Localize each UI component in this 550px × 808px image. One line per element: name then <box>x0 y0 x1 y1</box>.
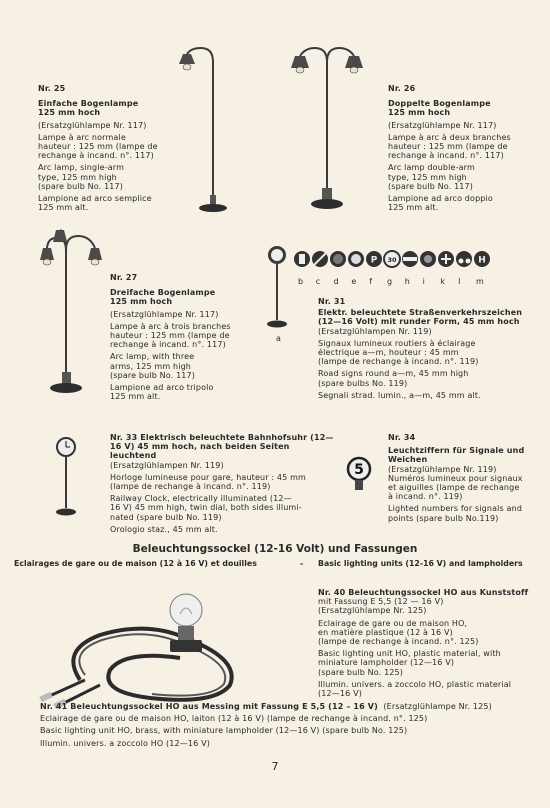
lighted-number-digit: 5 <box>354 462 364 478</box>
item-nr27-en-1: Arc lamp, with three <box>110 352 195 362</box>
item-nr26-height: 125 mm hoch <box>388 108 451 118</box>
lighted-number-illustration <box>346 456 374 496</box>
item-nr41-bulb: (Ersatzglühlampe Nr. 125) <box>383 702 492 711</box>
sign-letter: c <box>315 277 321 286</box>
sign-letter: i <box>422 277 425 286</box>
section-subheading-dash: - <box>300 559 304 568</box>
road-sign-label-a: a <box>276 334 282 343</box>
item-nr26-it-2: 125 mm alt. <box>388 203 439 213</box>
item-nr33 <box>110 433 335 534</box>
item-nr26-en-3: (spare bulb No. 117) <box>388 181 474 191</box>
triple-arc-lamp-illustration <box>38 226 113 398</box>
item-nr26-en-2: type, 125 mm high <box>388 172 467 182</box>
item-nr33-it-1: Orologio staz., 45 mm alt. <box>110 524 218 534</box>
sign-letter: m <box>475 277 484 286</box>
item-nr26-en-1: Arc lamp double-arm <box>388 163 475 173</box>
item-nr31-fr-2: électrique a—m, houteur : 45 mm <box>318 348 459 358</box>
sign-letter: d <box>333 277 339 286</box>
item-nr26-fr-2: hauteur : 125 mm (lampe de <box>388 142 508 152</box>
double-arc-lamp-illustration <box>285 40 375 212</box>
item-nr40-socket: mit Fassung E 5,5 (12 — 16 V) <box>318 597 444 607</box>
station-clock-illustration <box>55 436 85 520</box>
item-nr25-fr-3: rechange à incand. n°. 117) <box>38 151 154 161</box>
item-nr31 <box>318 297 538 400</box>
road-signs-row <box>293 248 493 272</box>
item-nr33-en-1: Railway Clock, electrically illuminated (12— <box>110 494 292 504</box>
item-nr25-number: Nr. 25 <box>38 84 66 93</box>
sign-d-icon <box>330 251 346 267</box>
sign-m-icon <box>474 251 490 267</box>
item-nr40-bulb: (Ersatzglühlampe Nr. 125) <box>318 606 427 616</box>
item-nr27-en-2: arms, 125 mm high <box>110 361 192 371</box>
item-nr27-bulb: (Ersatzglühlampe Nr. 117) <box>110 309 219 319</box>
item-nr41-fr: Eclairage de gare ou de maison HO, laiton (12 à 16 V) (lampe de rechange à incand. n°. 125) <box>40 714 428 724</box>
sign-i-icon <box>420 251 436 267</box>
item-nr31-bulb: (Ersatzglühlampen Nr. 119) <box>318 326 432 336</box>
item-nr40-en-3: (spare bulb No. 125) <box>318 667 404 677</box>
item-nr40-fr-3: (lampe de rechange à incand. n°. 125) <box>318 637 479 647</box>
item-nr25-it-2: 125 mm alt. <box>38 203 89 213</box>
item-nr26-fr-3: rechange à incand. n°. 117) <box>388 151 504 161</box>
item-nr34-en-2: points (spare bulb No.119) <box>388 513 499 523</box>
item-nr25-height: 125 mm hoch <box>38 108 101 118</box>
sign-c-icon <box>312 251 328 267</box>
item-nr25-fr-1: Lampe à arc normale <box>38 132 126 142</box>
sign-b-icon <box>294 251 310 267</box>
item-nr40-en-1: Basic lighting unit HO, plastic material, with <box>318 649 501 659</box>
item-nr34-title-2: Weichen <box>388 455 428 465</box>
item-nr33-en-2: 16 V) 45 mm high, twin dial, both sides illumi- <box>110 503 302 513</box>
sign-letter: b <box>298 277 304 286</box>
item-nr27 <box>110 273 260 401</box>
section-subheading-en: Basic lighting units (12-16 V) and lampholders <box>318 559 523 568</box>
item-nr25-en-2: type, 125 mm high <box>38 172 117 182</box>
sign-letter: g <box>386 277 393 286</box>
item-nr41-it: Illumin. univers. a zoccolo HO (12—16 V) <box>40 738 210 748</box>
sign-l-icon <box>456 251 472 267</box>
sign-f-icon <box>366 251 382 267</box>
page-number: 7 <box>271 760 279 773</box>
item-nr34-fr-2: et aiguilles (lampe de rechange <box>388 483 520 493</box>
item-nr25-en-1: Arc lamp, single-arm <box>38 163 125 173</box>
item-nr27-fr-2: hauteur : 125 mm (lampe de <box>110 331 230 341</box>
item-nr27-en-3: (spare bulb No. 117) <box>110 370 196 380</box>
sign-e-icon <box>348 251 364 267</box>
item-nr26-title: Doppelte Bogenlampe <box>388 99 491 109</box>
item-nr27-height: 125 mm hoch <box>110 297 173 307</box>
item-nr31-en-2: (spare bulbs No. 119) <box>318 378 408 388</box>
item-nr26-number: Nr. 26 <box>388 84 416 93</box>
item-nr31-it-1: Segnali strad. lumin., a—m, 45 mm alt. <box>318 390 481 400</box>
item-nr33-title-2: 16 V) 45 mm hoch, nach beiden Seiten leuchtend <box>110 442 290 461</box>
item-nr34-fr-3: à incand. n°. 119) <box>388 492 463 502</box>
svg-text:30: 30 <box>387 256 397 264</box>
item-nr34-title-1: Leuchtziffern für Signale und <box>388 446 525 456</box>
item-nr33-title-1: Nr. 33 Elektrisch beleuchtete Bahnhofsuhr (12— <box>110 433 334 442</box>
item-nr31-title-1: Elektr. beleuchtete Straßenverkehrszeichen <box>318 308 523 318</box>
item-nr25-it-1: Lampione ad arco semplice <box>38 194 152 204</box>
svg-text:P: P <box>370 255 378 266</box>
sign-h-icon <box>402 251 418 267</box>
item-nr40-en-2: miniature lampholder (12—16 V) <box>318 658 455 668</box>
item-nr31-fr-1: Signaux lumineux routiers à éclairage <box>318 338 476 348</box>
item-nr27-title: Dreifache Bogenlampe <box>110 288 216 298</box>
item-nr25-fr-2: hauteur : 125 mm (lampe de <box>38 142 158 152</box>
item-nr31-en-1: Road signs round a—m, 45 mm high <box>318 369 469 379</box>
item-nr34-en-1: Lighted numbers for signals and <box>388 504 523 514</box>
item-nr31-number: Nr. 31 <box>318 297 346 306</box>
item-nr40-fr-1: Eclairage de gare ou de maison HO, <box>318 618 468 628</box>
item-nr27-it-2: 125 mm alt. <box>110 392 161 402</box>
item-nr27-it-1: Lampione ad arco tripolo <box>110 383 214 393</box>
item-nr26-it-1: Lampione ad arco doppio <box>388 194 493 204</box>
item-nr26-bulb: (Ersatzglühlampe Nr. 117) <box>388 120 497 130</box>
item-nr33-bulb: (Ersatzglühlampen Nr. 119) <box>110 460 224 470</box>
item-nr25-title: Einfache Bogenlampe <box>38 99 139 109</box>
item-nr33-fr-2: (lampe de rechange à incand. n°. 119) <box>110 482 271 492</box>
item-nr25 <box>38 84 178 212</box>
road-sign-post-illustration <box>266 244 296 334</box>
sign-letter: h <box>404 277 410 286</box>
item-nr27-number: Nr. 27 <box>110 273 138 282</box>
item-nr34-bulb: (Ersatzglühlampe Nr. 119) <box>388 464 497 474</box>
sign-k-icon <box>438 251 454 267</box>
item-nr26-fr-1: Lampe à arc à deux branches <box>388 132 511 142</box>
item-nr40-fr-2: en matière plastique (12 à 16 V) <box>318 627 453 637</box>
item-nr31-title-2: (12—16 Volt) mit runder Form, 45 mm hoch <box>318 317 520 327</box>
lighting-unit-cable-illustration <box>40 580 290 710</box>
sign-letter: f <box>369 277 373 286</box>
sign-letter: e <box>351 277 357 286</box>
item-nr41-en: Basic lighting unit HO, brass, with miniature lampholder (12—16 V) (spare bulb No. 125) <box>40 726 408 736</box>
item-nr34-fr-1: Numéros lumineux pour signaux <box>388 473 523 483</box>
item-nr25-en-3: (spare bulb No. 117) <box>38 181 124 191</box>
item-nr40 <box>318 588 543 698</box>
item-nr41-title: Nr. 41 Beleuchtungssockel HO aus Messing mit Fassung E 5,5 (12 – 16 V) <box>40 702 378 711</box>
item-nr33-fr-1: Horloge lumineuse pour gare, hauteur : 45 mm <box>110 472 306 482</box>
item-nr40-it-2: (12—16 V) <box>318 689 362 699</box>
item-nr33-en-3: nated (spare bulb No. 119) <box>110 512 222 522</box>
section-heading: Beleuchtungssockel (12-16 Volt) und Fassungen <box>132 543 418 555</box>
svg-text:H: H <box>478 255 486 266</box>
item-nr34 <box>388 433 538 523</box>
road-sign-letters <box>298 277 494 286</box>
item-nr41 <box>40 702 540 748</box>
item-nr27-fr-1: Lampe à arc à trois branches <box>110 321 231 331</box>
sign-letter: k <box>440 277 446 286</box>
sign-g-icon <box>384 251 400 267</box>
sign-letter: l <box>458 277 461 286</box>
section-subheading-fr: Eclairages de gare ou de maison (12 à 16 V) et douilles <box>14 559 257 568</box>
item-nr40-title: Nr. 40 Beleuchtungssockel HO aus Kunststoff <box>318 588 529 597</box>
item-nr26 <box>388 84 538 212</box>
item-nr27-fr-3: rechange à incand. n°. 117) <box>110 340 226 350</box>
item-nr25-bulb: (Ersatzglühlampe Nr. 117) <box>38 120 147 130</box>
item-nr31-fr-3: (lampe de rechange à incand. n°. 119) <box>318 357 479 367</box>
item-nr34-number: Nr. 34 <box>388 433 416 442</box>
item-nr40-it-1: Illumin. univers. a zoccolo HO, plastic material <box>318 679 512 689</box>
